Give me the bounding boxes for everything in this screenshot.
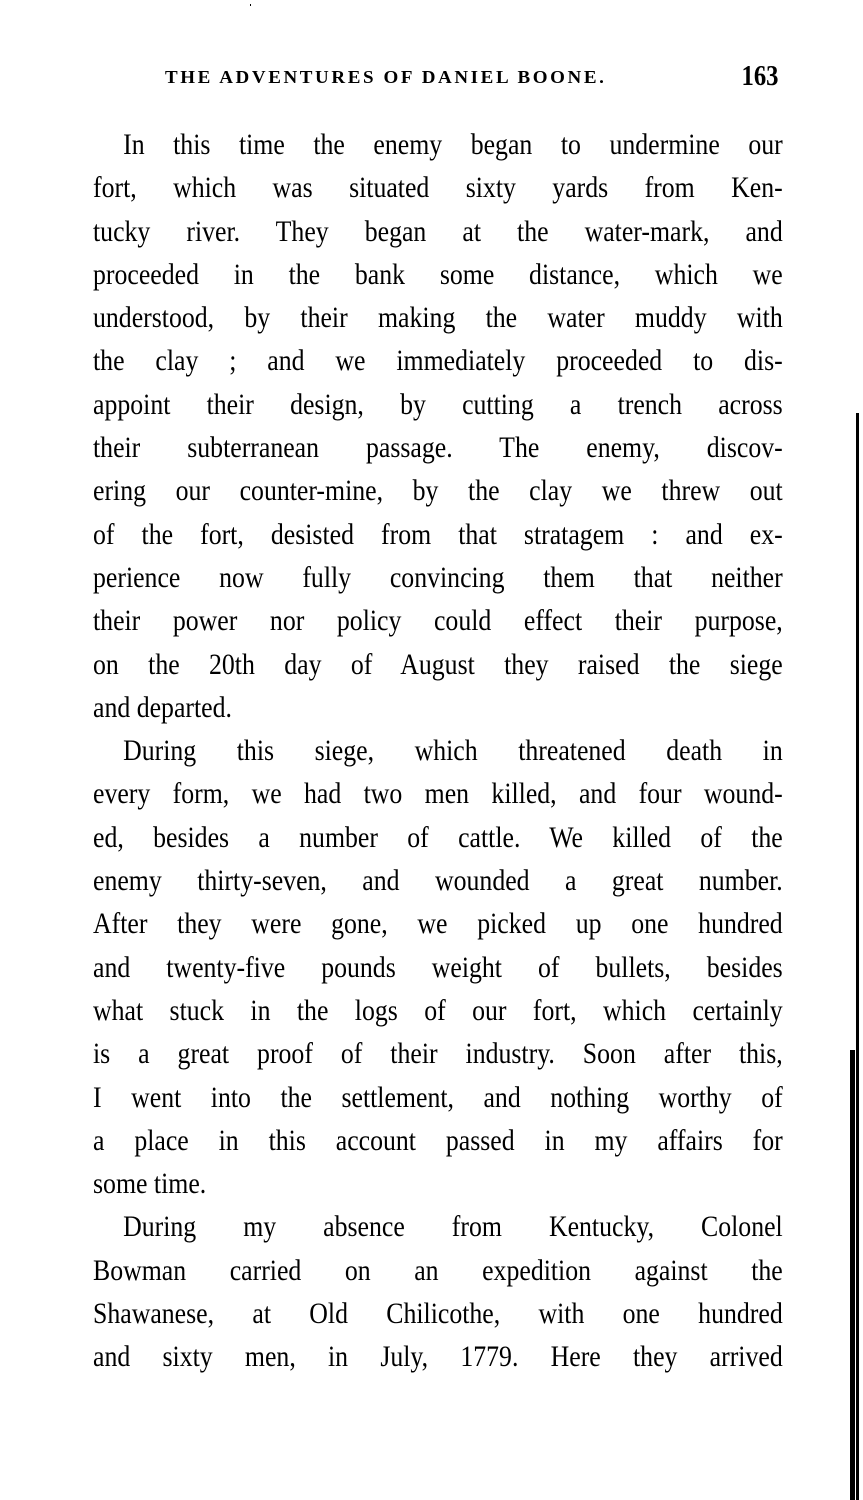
running-head (165, 60, 780, 96)
page-number: 163 (741, 60, 778, 92)
text-line: their power nor policy could effect their purpose, (93, 604, 783, 638)
text-line: understood, by their making the water muddy with (93, 301, 783, 335)
text-line: some time. (93, 1167, 207, 1201)
text-line: their subterranean passage. The enemy, discov- (93, 431, 783, 465)
text-line: a place in this account passed in my affairs for (93, 1123, 783, 1157)
text-line: and sixty men, in July, 1779. Here they arrived (93, 1340, 783, 1374)
text-line: ering our counter-mine, by the clay we threw out (93, 474, 783, 508)
text-line: what stuck in the logs of our fort, which certainly (93, 993, 783, 1027)
body-text (93, 123, 783, 1379)
text-line: the clay ; and we immediately proceeded to dis- (93, 344, 783, 378)
text-line: appoint their design, by cutting a trench across (93, 387, 783, 421)
text-line: perience now fully convincing them that neither (93, 560, 783, 594)
running-title: THE ADVENTURES OF DANIEL BOONE. (165, 68, 607, 88)
text-line: fort, which was situated sixty yards from Ken- (93, 171, 783, 205)
text-line: After they were gone, we picked up one hundred (93, 907, 783, 941)
page-edge-shadow (856, 413, 859, 1500)
scan-artifact (250, 4, 251, 6)
text-line: During my absence from Kentucky, Colonel (123, 1210, 783, 1244)
text-line: Bowman carried on an expedition against the (93, 1253, 783, 1287)
text-line: I went into the settlement, and nothing worthy of (93, 1080, 783, 1114)
text-line: of the fort, desisted from that stratagem : and ex- (93, 517, 783, 551)
text-line: every form, we had two men killed, and four wound- (93, 777, 783, 811)
text-line: on the 20th day of August they raised the siege (93, 647, 783, 681)
text-line: During this siege, which threatened death in (123, 734, 783, 768)
text-line: In this time the enemy began to undermine our (123, 128, 783, 161)
text-line: ed, besides a number of cattle. We killed of the (93, 820, 783, 854)
text-line: tucky river. They began at the water-mark, and (93, 214, 783, 248)
text-line: enemy thirty-seven, and wounded a great number. (93, 864, 783, 898)
text-line: is a great proof of their industry. Soon after this, (93, 1037, 783, 1071)
text-line: and twenty-five pounds weight of bullets, besides (93, 950, 783, 984)
text-line: and departed. (93, 690, 232, 724)
text-line: Shawanese, at Old Chilicothe, with one hundred (93, 1297, 783, 1331)
page-edge-shadow-lower (850, 1050, 855, 1500)
text-line: proceeded in the bank some distance, which we (93, 257, 783, 291)
